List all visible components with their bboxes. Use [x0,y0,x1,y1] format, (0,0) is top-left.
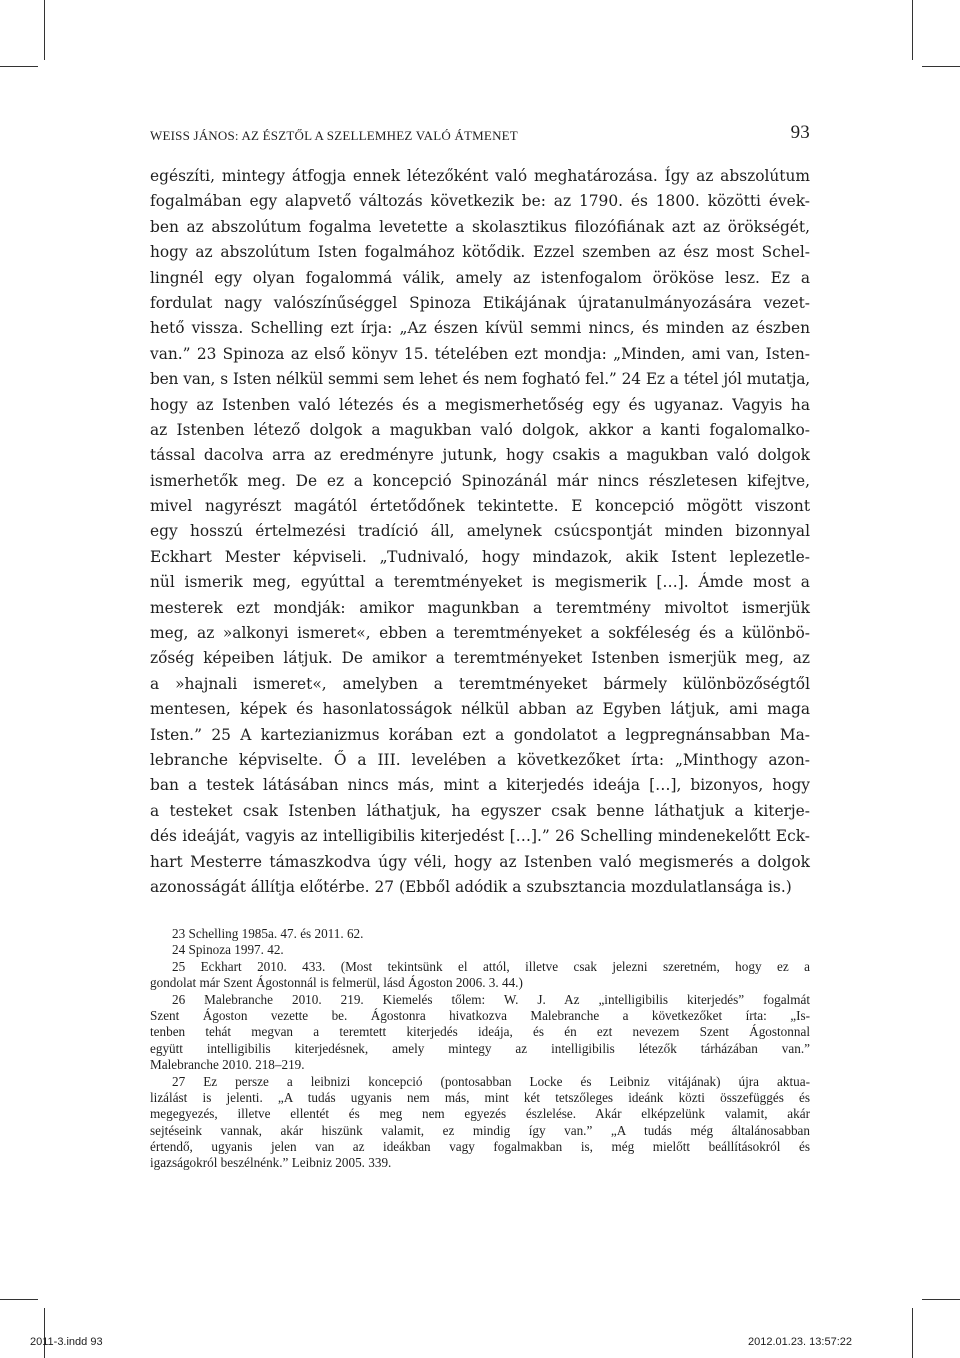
body-line: ben az abszolútum fogalma levetette a skolasztikus filozófiának azt az örökségét, [150,217,810,236]
body-line: mivel nagyrészt magától értetődőnek tekintette. E koncepció mögött viszont [150,497,810,516]
crop-mark [0,1299,38,1300]
body-line: Eckhart Mester képviseli. „Tudnivaló, hogy mindazok, akik Istent leplezetle- [150,547,810,566]
crop-mark [922,66,960,67]
body-line: a »hajnali ismeret«, amelyben a teremtményeket bármely különbözőségtől [150,674,810,693]
slug-timestamp: 2012.01.23. 13:57:22 [748,1336,852,1348]
footnote-line: Malebranche 2010. 218–219. [150,1057,305,1073]
footnote-line: 23 Schelling 1985a. 47. és 2011. 62. [172,926,364,941]
body-line: a testeket csak Istenben láthatjuk, ha egyszer csak benne láthatjuk a kiterje- [150,801,810,820]
body-line: Isten.” 25 A kartezianizmus korában ezt a gondolatot a legpregnánsabban Ma- [150,725,810,744]
body-line: ben van, s Isten nélkül semmi sem lehet és nem fogható fel.” 24 Ez a tétel jól mutatja, [150,370,810,389]
body-line: mesterek ezt mondják: amikor magunkban a teremtmény mivoltot ismerjük [150,598,810,617]
crop-mark [912,0,913,60]
body-line: hart Mesterre támaszkodva úgy véli, hogy az Istenben való megismerés a dolgok [150,852,810,871]
body-line: az Istenben létező dolgok a magukban való dolgok, akkor a kanti fogalomalko- [150,420,810,439]
footnote-line: 27 Ez persze a leibnizi koncepció (pontosabban Locke és Leibniz vitájának) újra aktua- [172,1073,810,1089]
crop-mark [922,1299,960,1300]
body-line: lebranche képviselte. Ő a III. levelében a következőket írta: „Minthogy azon- [150,750,810,769]
page-number: 93 [790,122,810,143]
crop-mark [44,1308,45,1358]
body-line: azonosságát állítja előtérbe. 27 (Ebből adódik a szubsztancia mozdulatlansága is.) [150,877,792,896]
body-line: mentesen, képek és hasonlatosságok nélkül abban az Egyben látjuk, ami maga [150,700,810,719]
body-line: ismerhetők meg. De ez a koncepció Spinozánál már nincs részletesen kifejtve, [150,471,810,490]
body-line: lingnél egy olyan fogalommá válik, amely az istenfogalom örököse lesz. Ez a [150,268,810,287]
body-line: egészíti, mintegy átfogja ennek létezőként való meghatározása. Így az abszolútum [150,167,810,185]
footnote-line: megegyezés, illetve ellentét és meg nem egyezés észlelése. Akár elképzelünk valamit, akár [150,1106,810,1122]
body-line: meg, az »alkonyi ismeret«, ebben a teremtményeket a sokféleség és a különbö- [150,624,810,643]
body-line: ban a testek látásában nincs más, mint a kiterjedés ideája […], bizonyos, hogy [150,776,810,795]
footnote-line: sejtéseink vannak, akár hiszünk valamit, ez mindig így van.” „A tudás még általánosabban [150,1122,810,1138]
body-line: egy hosszú értelmezési tradíció áll, amelynek csúcspontját minden bizonnyal [150,522,810,541]
footnote-line: tenben tehát megvan a teremtett kiterjedés ideája, és én ezt nevezem Szent Ágostonnal [150,1024,810,1040]
body-text [150,164,810,900]
running-head [150,122,810,146]
crop-mark [0,66,38,67]
footnotes [150,926,810,1172]
footnote-line: Szent Ágoston vezette be. Ágostonra hivatkozva Malebranche a következőket írta: „Is- [150,1007,810,1023]
body-line: hető vissza. Schelling ezt írja: „Az észen kívül semmi nincs, és minden az észben [150,319,810,338]
footnote-line: 26 Malebranche 2010. 219. Kiemelés tőlem: W. J. Az „intelligibilis kiterjedés” fogalmát [172,991,810,1007]
footnote-line: igazságokról beszélnénk.” Leibniz 2005. 339. [150,1155,392,1171]
body-line: nül ismerik meg, egyúttal a teremtményeket is megismerik […]. Ámde most a [150,573,810,592]
body-line: dés ideáját, vagyis az intelligibilis kiterjedést […].” 26 Schelling mindenekelőtt Eck- [150,827,810,846]
footnote-line: értendő, ugyanis jelen van az ideákban vagy fogalmakban is, még mielőtt beállításokról és [150,1139,810,1155]
slug-file-name: 2011-3.indd 93 [30,1336,103,1348]
body-line: tással dacolva arra az eredményre jutunk, hogy csakis a magukban való dolgok [150,446,810,465]
footnote-line: 24 Spinoza 1997. 42. [172,942,284,958]
running-head-title: WEISS JÁNOS: AZ ÉSZTŐL A SZELLEMHEZ VALÓ ÁTMENET [150,128,518,143]
body-line: hogy az abszolútum Isten fogalmához kötődik. Ezzel szemben az ész most Schel- [150,243,810,262]
crop-mark [912,1308,913,1358]
body-line: fordulat nagy valószínűséggel Spinoza Etikájának újratanulmányozására vezet- [150,293,810,312]
crop-mark [44,0,45,60]
footnote-line: együtt intelligibilis kiterjedésnek, amely mintegy az intelligibilis létezők tárházában van.” [150,1040,810,1056]
body-line: hogy az Istenben való létezés és a megismerhetőség egy és ugyanaz. Vagyis ha [150,395,810,414]
footnote-line: gondolat már Szent Ágostonnál is felmerül, lásd Ágoston 2006. 3. 44.) [150,975,523,991]
body-line: fogalmában egy alapvető változás következik be: az 1790. és 1800. közötti évek- [150,192,810,211]
body-line: van.” 23 Spinoza az első könyv 15. tételében ezt mondja: „Minden, ami van, Isten- [150,344,810,363]
footnote-line: 25 Eckhart 2010. 433. (Most tekintsünk el attól, illetve csak jelezni szeretném, hogy ez a [172,958,810,974]
footnote-line: lizálást is jelenti. „A tudás ugyanis nem más, mint két tetszőleges ideánk közti összefüggés és [150,1089,810,1105]
body-line: zőség képeiben látjuk. De amikor a teremtményeket Istenben ismerjük meg, az [150,649,810,668]
